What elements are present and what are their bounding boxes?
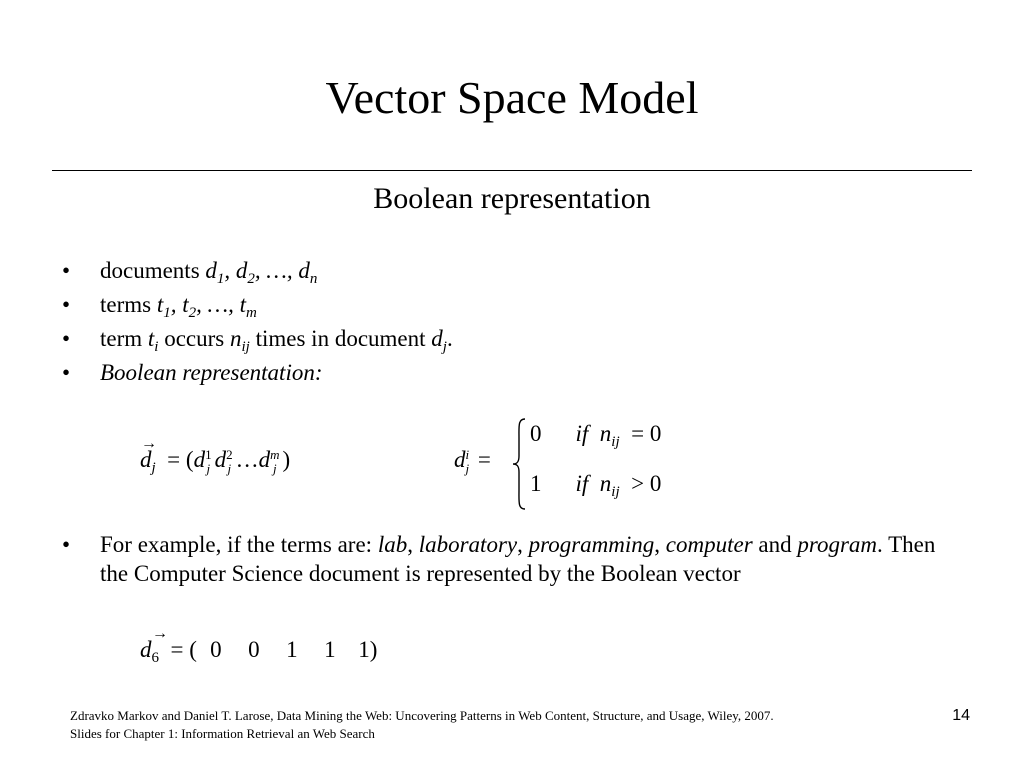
example-vector-equation: d → $_6$ = ( 0 0 1 1 1) xyxy=(140,625,378,666)
page-number: 14 xyxy=(952,707,970,724)
bullet-icon: • xyxy=(62,258,71,283)
slide-title: Vector Space Model xyxy=(325,72,699,123)
bullet-list-2 xyxy=(60,530,960,588)
bullet-occurs: • term $t_i$ occurs $n_{ij}$ times in document $d_j$. xyxy=(60,322,960,356)
bullet-icon: • xyxy=(62,360,71,385)
bullet-icon: • xyxy=(62,532,71,557)
bullet-icon: • xyxy=(62,326,71,351)
bullet-example: • For example, if the terms are: lab, laboratory, programming, computer and program. Then the Computer Science document is represented by the Boolean vector xyxy=(62,532,936,586)
case-zero: 0 if $n_{ij} = 0$ xyxy=(530,421,662,450)
bullet-boolean: • Boolean representation: xyxy=(60,356,960,390)
terms-math: $t_1$, $t_2$, …, $t_m$ xyxy=(156,292,257,321)
bullet-icon: • xyxy=(62,292,71,317)
title-divider xyxy=(52,170,972,171)
piecewise-lhs: d i j = xyxy=(454,446,491,476)
bullet-terms: • terms $t_1$, $t_2$, …, $t_m$ xyxy=(60,288,960,322)
vector-definition-equation: d → $_j$ = (d 1 j d 2 j …d m j ) xyxy=(140,435,291,476)
footer-citation: Zdravko Markov and Daniel T. Larose, Data Mining the Web: Uncovering Patterns in Web Content, Structure, and Usage, Wiley, 2007. Slides for Chapter 1: Information Retrieval an Web Search xyxy=(70,708,774,741)
bullet-list xyxy=(60,254,960,390)
case-one: 1 if $n_{ij} > 0$ xyxy=(530,471,662,500)
brace-icon xyxy=(512,418,526,510)
bullet-documents: • documents $d_1$, $d_2$, …, $d_n$ xyxy=(60,254,960,288)
slide-subtitle: Boolean representation xyxy=(373,182,651,215)
documents-math: $d_1$, $d_2$, …, $d_n$ xyxy=(205,258,318,287)
